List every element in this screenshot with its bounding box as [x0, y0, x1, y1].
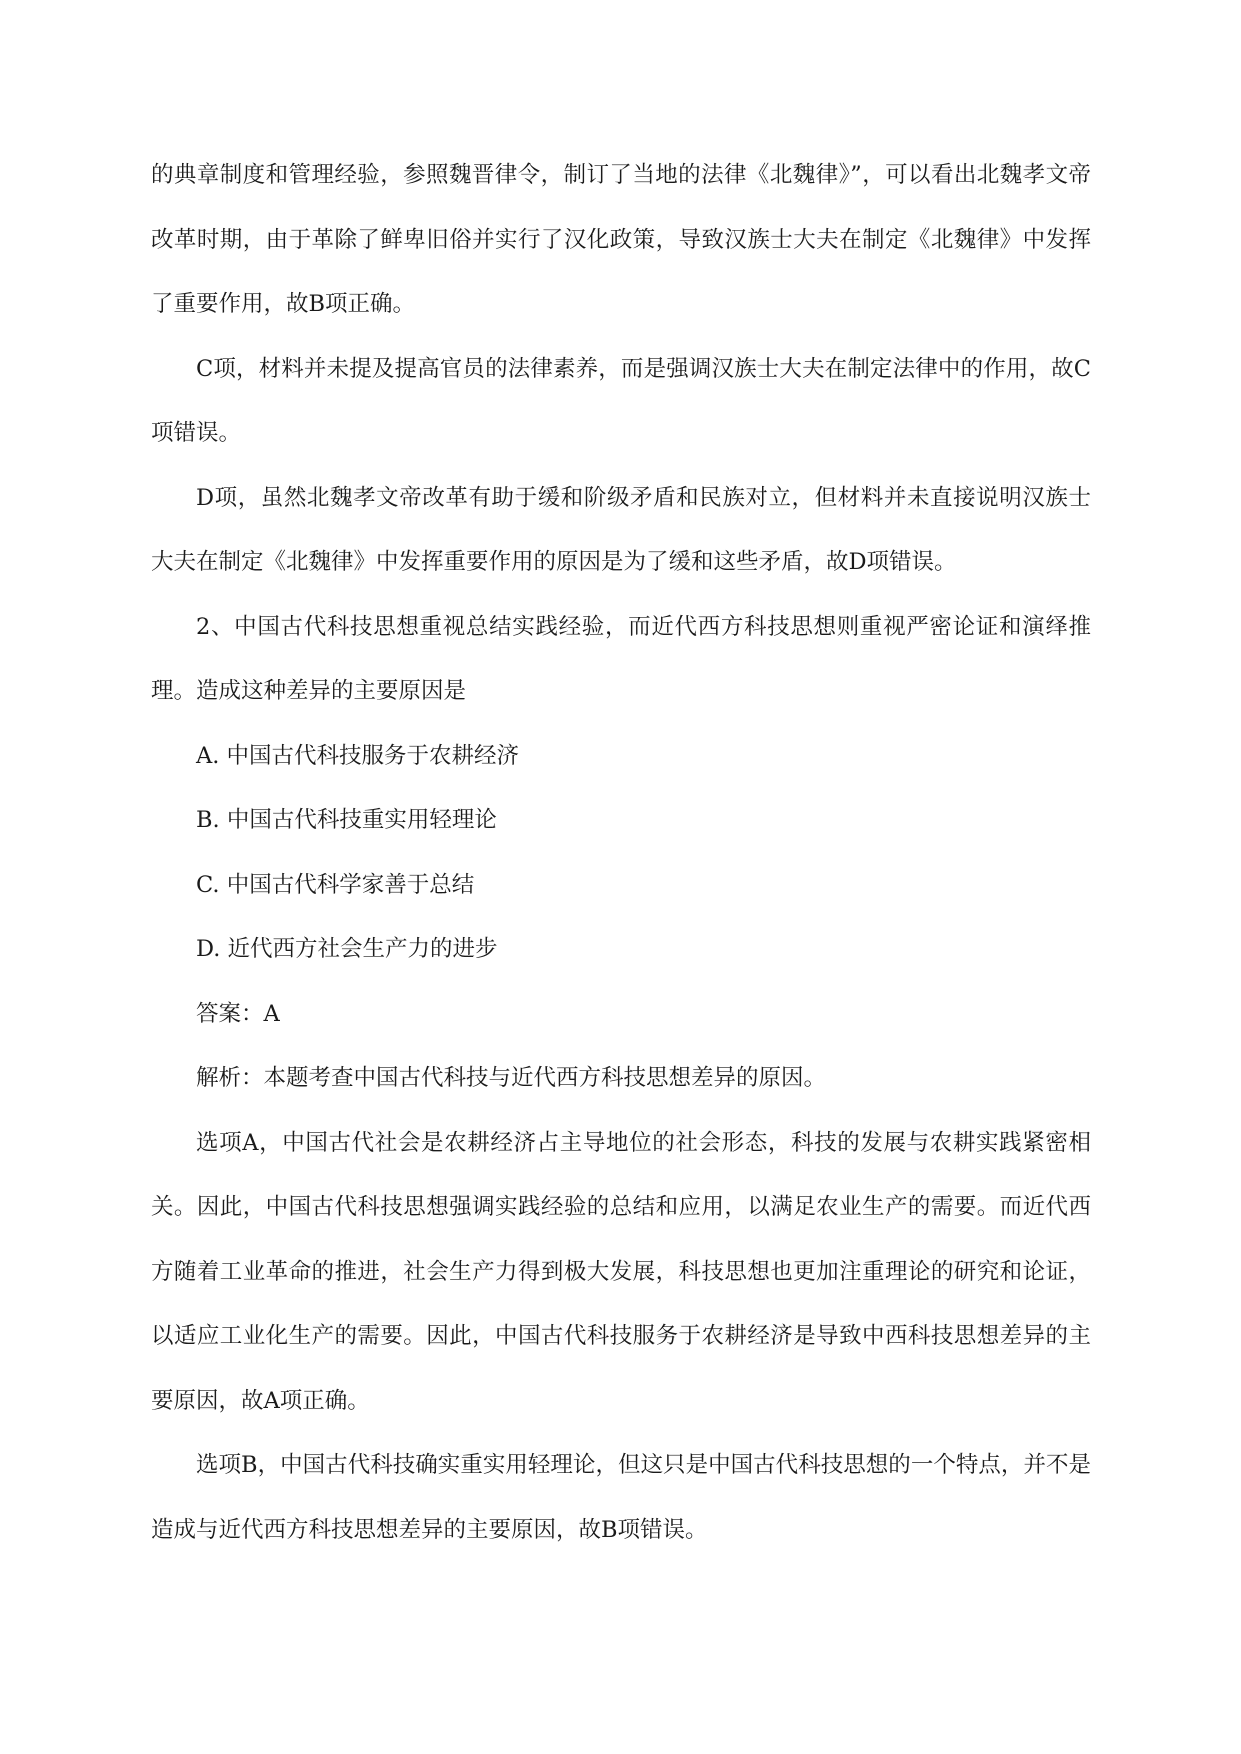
document-body [151, 143, 1091, 1562]
analysis-intro: 解析：本题考查中国古代科技与近代西方科技思想差异的原因。 [196, 1065, 827, 1091]
paragraph-option-b-analysis: 选项B，中国古代科技确实重实用轻理论，但这只是中国古代科技思想的一个特点，并不是造成与近代西方科技思想差异的主要原因，故B项错误。 [151, 1452, 1091, 1543]
option-a: A. 中国古代科技服务于农耕经济 [196, 742, 520, 769]
paragraph-d-analysis: D项，虽然北魏孝文帝改革有助于缓和阶级矛盾和民族对立，但材料并未直接说明汉族士大夫在制定《北魏律》中发挥重要作用的原因是为了缓和这些矛盾，故D项错误。 [151, 484, 1091, 575]
question-2-stem: 2、中国古代科技思想重视总结实践经验，而近代西方科技思想则重视严密论证和演绎推理。造成这种差异的主要原因是 [151, 613, 1091, 704]
paragraph-c-analysis: C项，材料并未提及提高官员的法律素养，而是强调汉族士大夫在制定法律中的作用，故C项错误。 [151, 355, 1091, 446]
option-b: B. 中国古代科技重实用轻理论 [196, 807, 497, 833]
paragraph-option-a-analysis: 选项A，中国古代社会是农耕经济占主导地位的社会形态，科技的发展与农耕实践紧密相关。因此，中国古代科技思想强调实践经验的总结和应用，以满足农业生产的需要。而近代西方随着工业革命的推进，社会生产力得到极大发展，科技思想也更加注重理论的研究和论证，以适应工业化生产的需要。因此，中国古代科技服务于农耕经济是导致中西科技思想差异的主要原因，故A项正确。 [151, 1129, 1091, 1414]
option-c: C. 中国古代科学家善于总结 [196, 871, 475, 898]
paragraph-b-analysis-continued: 的典章制度和管理经验，参照魏晋律令，制订了当地的法律《北魏律》”，可以看出北魏孝文帝改革时期，由于革除了鲜卑旧俗并实行了汉化政策，导致汉族士大夫在制定《北魏律》中发挥了重要作用，故B项正确。 [151, 162, 1091, 317]
option-d: D. 近代西方社会生产力的进步 [196, 936, 498, 962]
answer-line: 答案：A [196, 1000, 280, 1027]
